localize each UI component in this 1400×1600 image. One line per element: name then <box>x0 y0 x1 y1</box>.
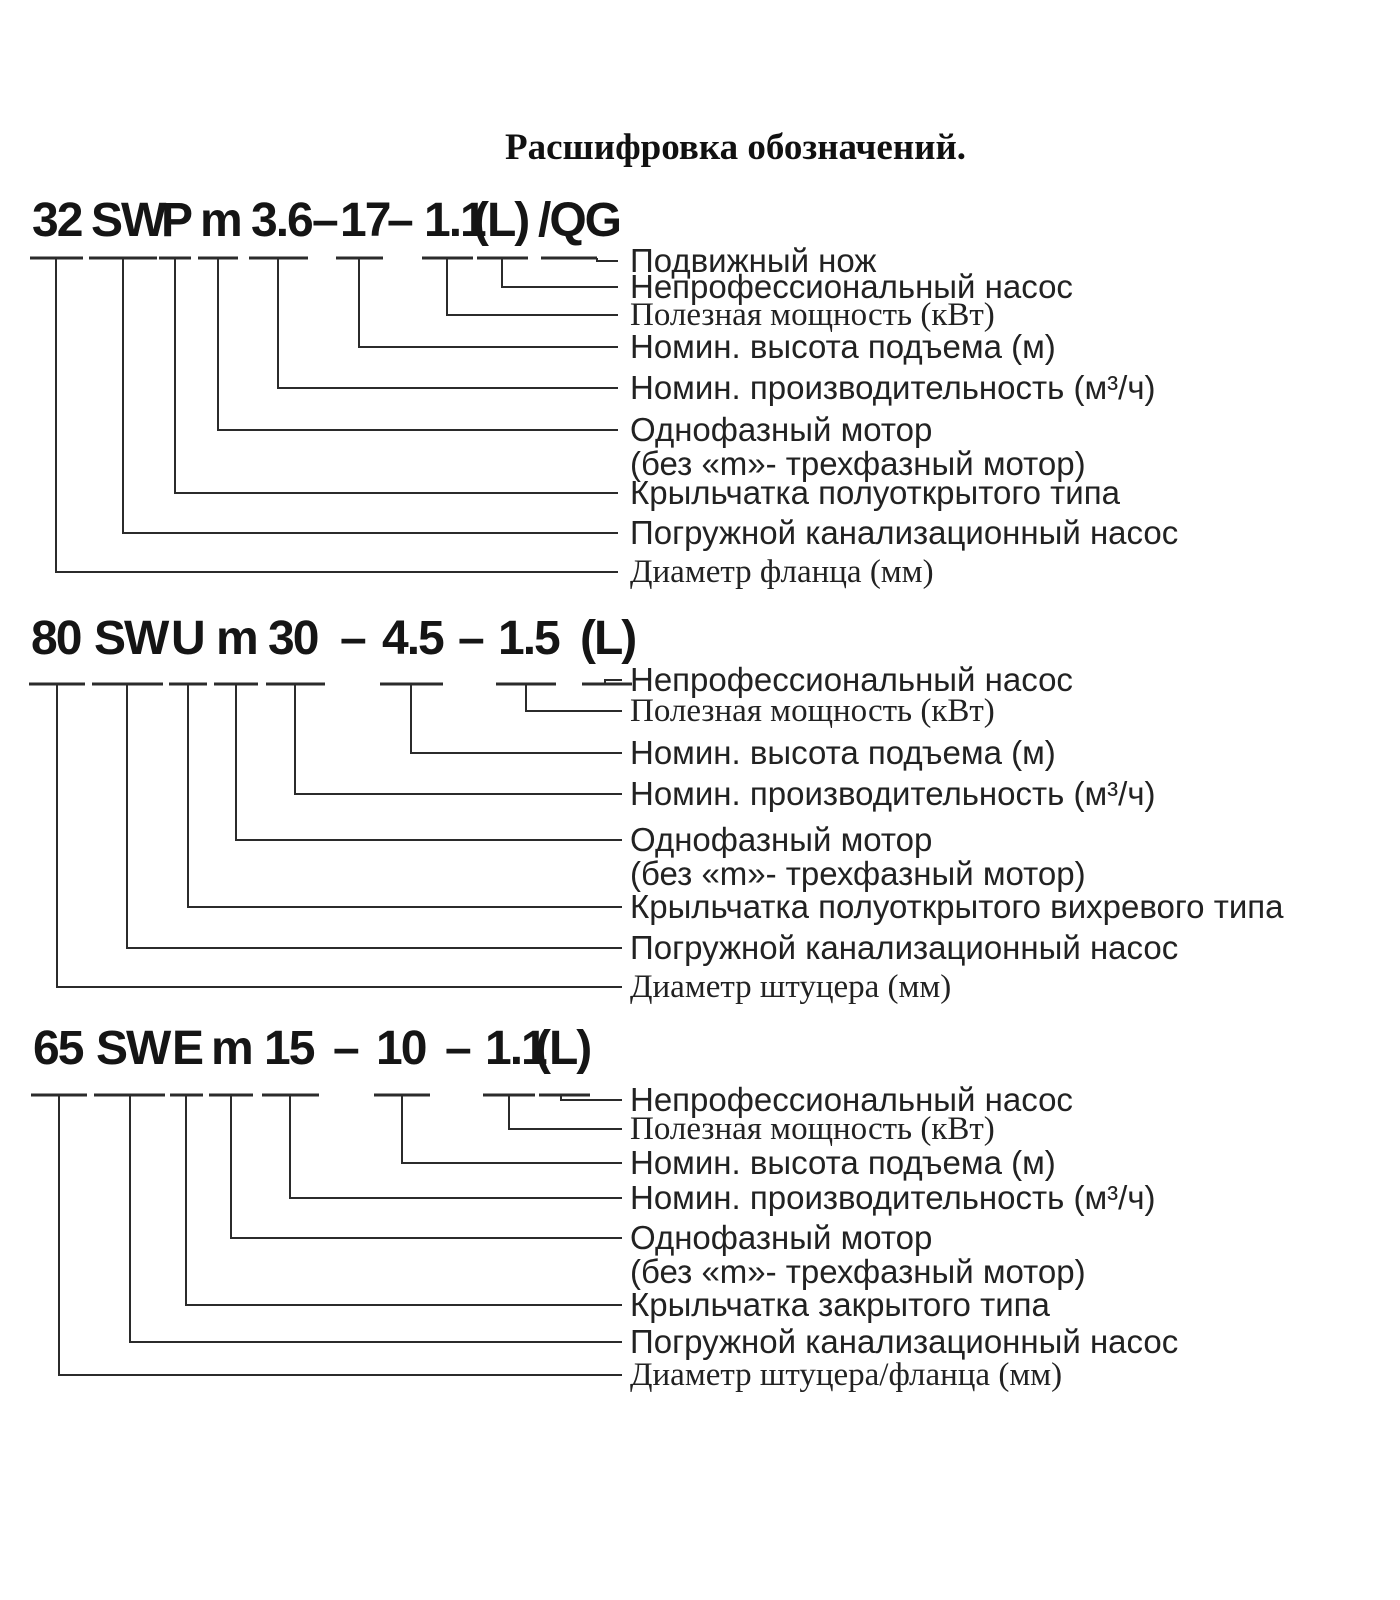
code-part: (L) <box>473 194 529 247</box>
code-part: SW <box>96 1022 170 1075</box>
page-title: Расшифровка обозначений. <box>505 127 967 168</box>
code-part: U <box>171 612 204 665</box>
code-part-label <box>630 823 1086 891</box>
code-dash: – <box>312 194 337 247</box>
code-part: 10 <box>376 1022 426 1075</box>
label-line1: Однофазный мотор <box>630 1219 933 1256</box>
code-part-label: Номин. высота подъема (м) <box>630 328 1056 365</box>
section1-leaders <box>56 258 618 572</box>
code-part-label: Крыльчатка полуоткрытого вихревого типа <box>630 888 1284 925</box>
code-part-label: Номин. высота подъема (м) <box>630 734 1056 771</box>
code-part-label: Крыльчатка закрытого типа <box>630 1286 1050 1323</box>
code-part: m <box>211 1022 252 1075</box>
code-part-label: Крыльчатка полуоткрытого типа <box>630 474 1120 511</box>
code-part: 15 <box>264 1022 314 1075</box>
code-part: E <box>172 1022 203 1075</box>
code-dash: – <box>445 1022 470 1075</box>
code-part: P <box>161 194 192 247</box>
code-part: /QG <box>538 194 621 247</box>
code-part: 32 <box>32 194 82 247</box>
label-line2: (без «m»- трехфазный мотор) <box>630 1253 1086 1290</box>
code-part-label <box>630 413 1086 481</box>
code-part-label: Непрофессиональный насос <box>630 268 1073 305</box>
code-dash: – <box>458 612 483 665</box>
code-part-label: Номин. высота подъема (м) <box>630 1144 1056 1181</box>
code-part: 3.6 <box>251 194 312 247</box>
code-part: 30 <box>268 612 318 665</box>
section2-leaders <box>57 680 622 987</box>
code-part: 17 <box>340 194 390 247</box>
code-part-label: Полезная мощность (кВт) <box>630 693 995 729</box>
label-line2: (без «m»- трехфазный мотор) <box>630 855 1086 892</box>
code-part: 1.1 <box>485 1022 546 1075</box>
label-line2: (без «m»- трехфазный мотор) <box>630 445 1086 482</box>
code-dash: – <box>340 612 365 665</box>
code-part-label: Номин. производительность (м³/ч) <box>630 369 1156 406</box>
code-part-label: Полезная мощность (кВт) <box>630 297 995 333</box>
code-part-label: Погружной канализационный насос <box>630 929 1179 966</box>
code-part: SW <box>91 194 165 247</box>
code-part-label: Непрофессиональный насос <box>630 1081 1073 1118</box>
section3-leaders <box>59 1095 622 1375</box>
code-dash: – <box>387 194 412 247</box>
label-line1: Однофазный мотор <box>630 821 933 858</box>
code-part-label: Номин. производительность (м³/ч) <box>630 1179 1156 1216</box>
code-part-label: Диаметр штуцера/фланца (мм) <box>630 1357 1063 1393</box>
code-part-label: Погружной канализационный насос <box>630 1323 1179 1360</box>
code-part-label: Номин. производительность (м³/ч) <box>630 775 1156 812</box>
label-line1: Однофазный мотор <box>630 411 933 448</box>
code-part-label: Погружной канализационный насос <box>630 514 1179 551</box>
code-part-label: Полезная мощность (кВт) <box>630 1111 995 1147</box>
code-part: 1.5 <box>498 612 559 665</box>
code-part-label <box>630 1221 1086 1289</box>
code-part: m <box>200 194 241 247</box>
code-dash: – <box>333 1022 358 1075</box>
code-part: 80 <box>31 612 81 665</box>
code-part-label: Непрофессиональный насос <box>630 661 1073 698</box>
code-part: 65 <box>33 1022 83 1075</box>
code-part: SW <box>94 612 168 665</box>
code-part: (L) <box>580 612 636 665</box>
code-part: m <box>216 612 257 665</box>
code-part: (L) <box>535 1022 591 1075</box>
code-part: 1.1 <box>424 194 485 247</box>
code-part-label: Диаметр фланца (мм) <box>630 554 934 590</box>
code-part: 4.5 <box>382 612 443 665</box>
code-part-label: Диаметр штуцера (мм) <box>630 969 952 1005</box>
code-part-label: Подвижный нож <box>630 242 877 279</box>
